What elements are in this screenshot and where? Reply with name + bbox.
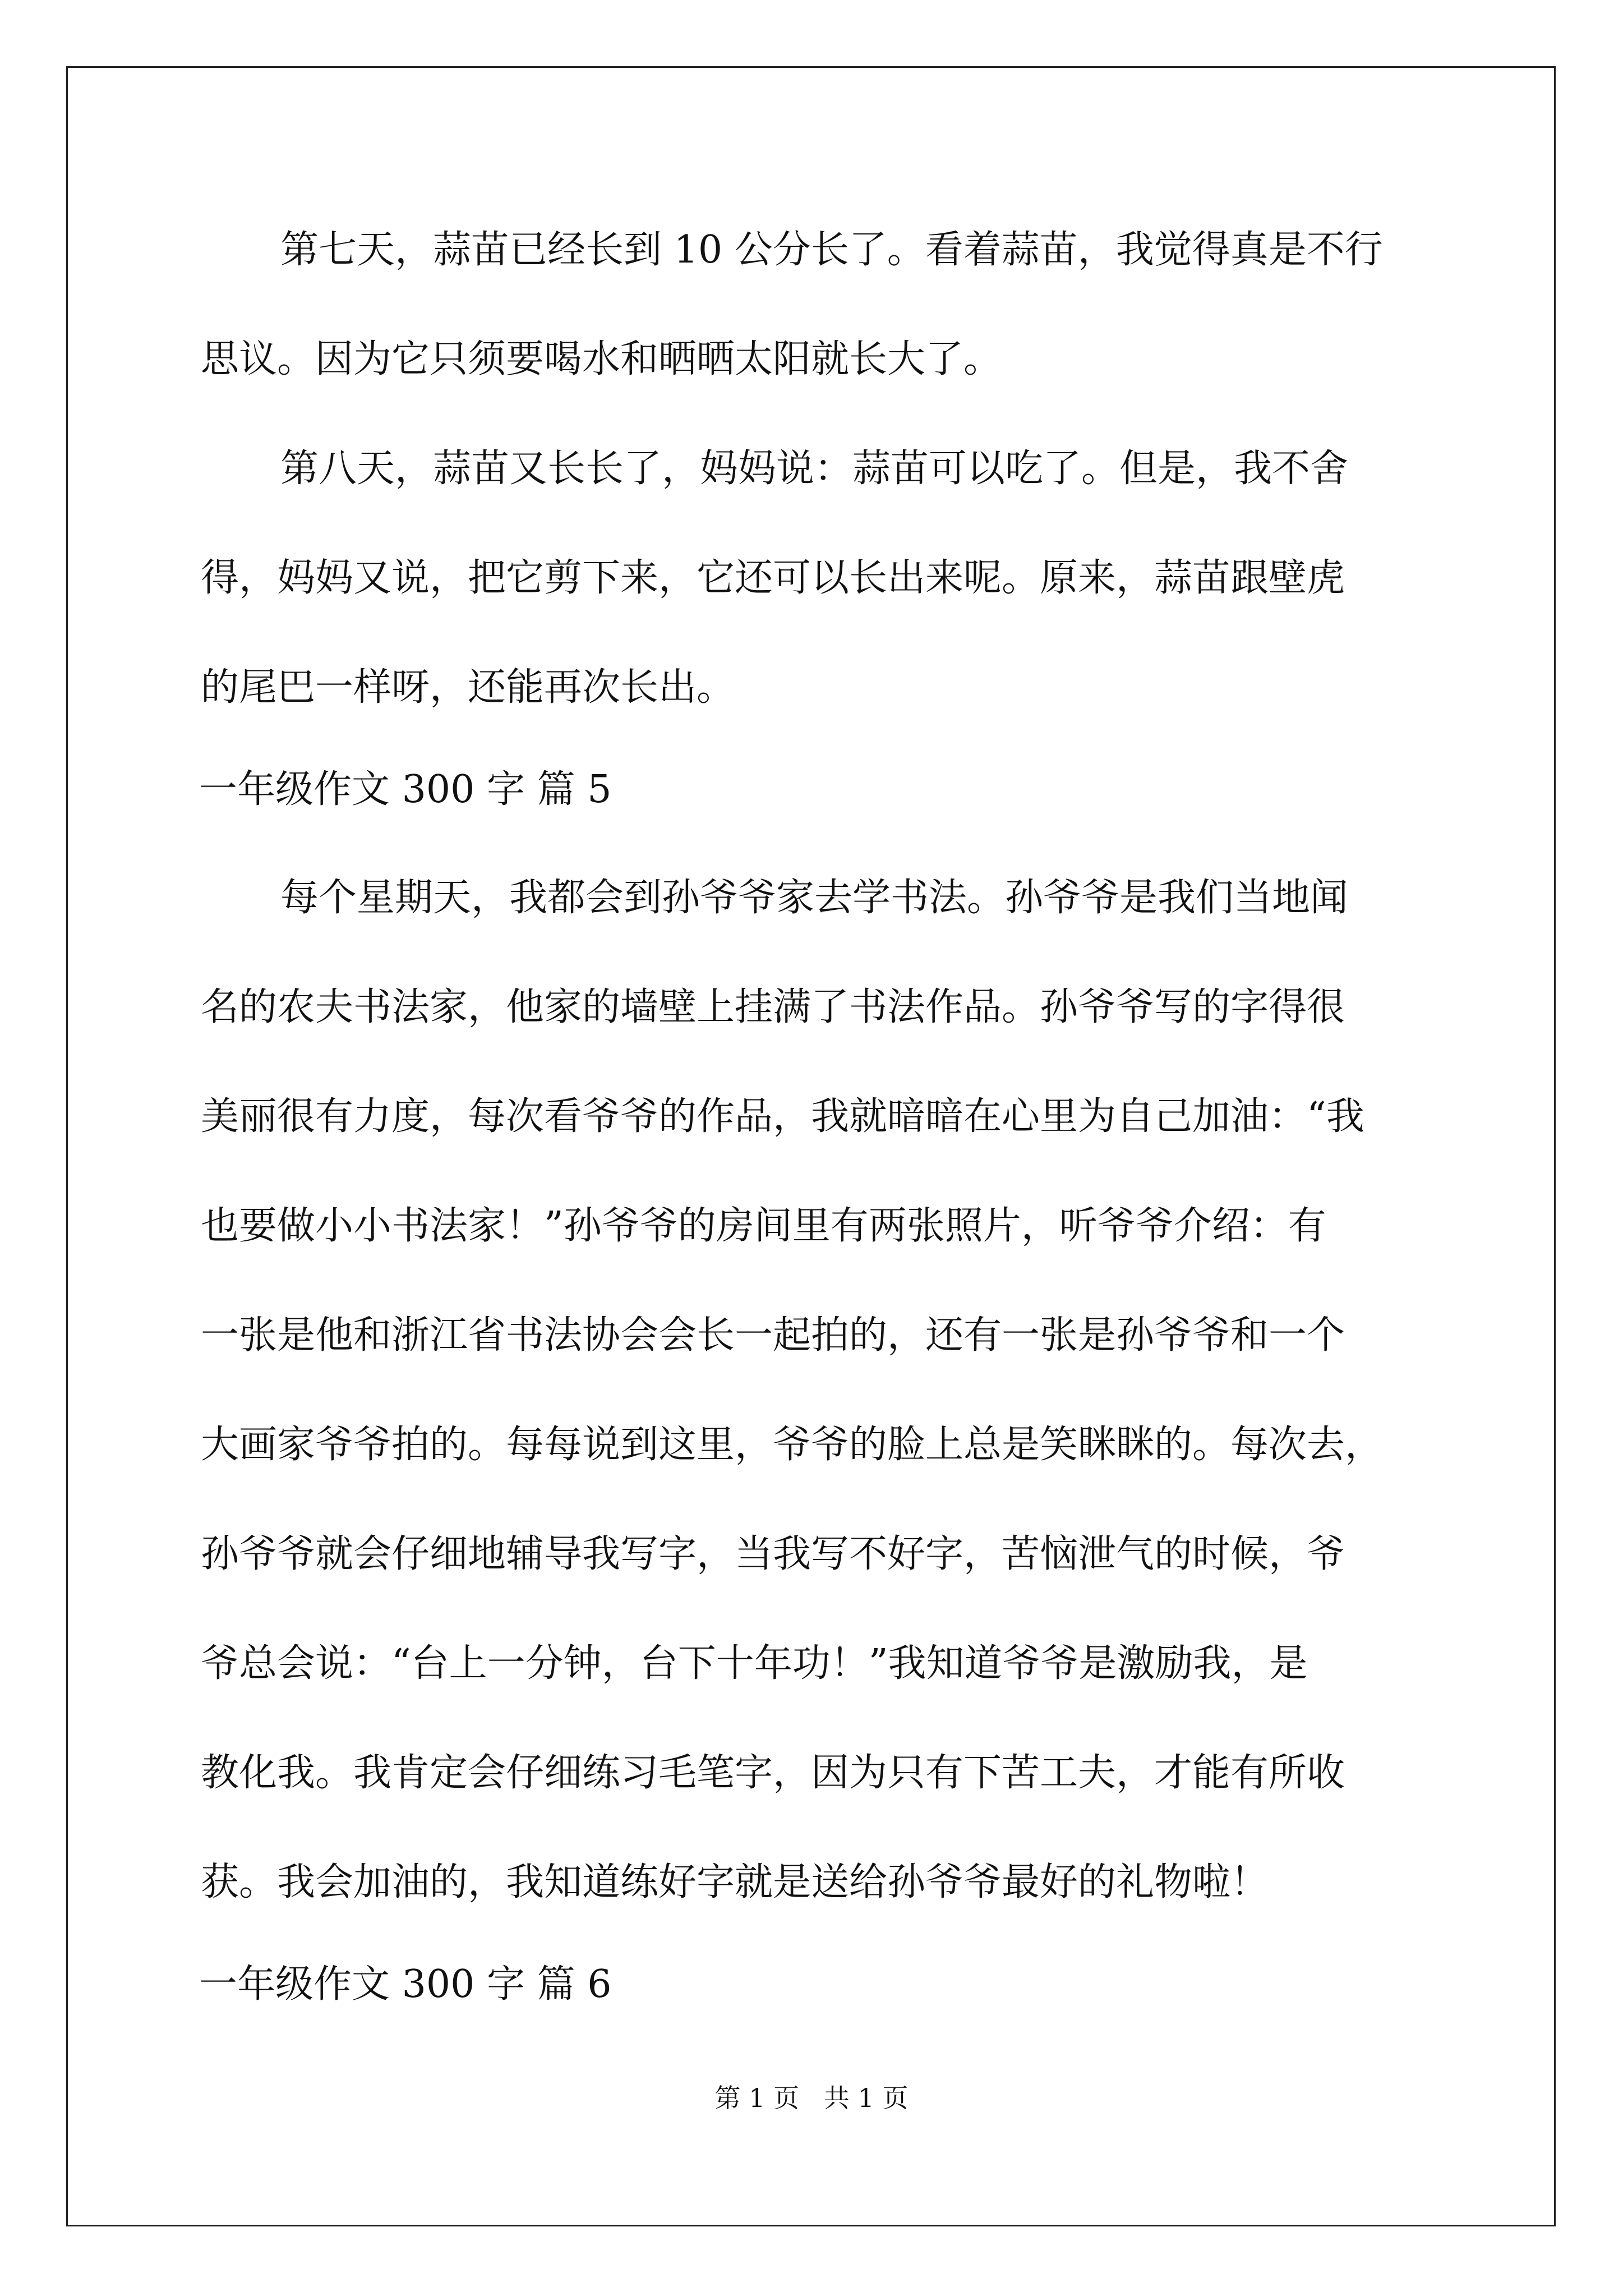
paragraph-day7-line-1: 第七天，蒜苗已经长到 10 公分长了。看着蒜苗，我觉得真是不行 xyxy=(280,228,1383,272)
paragraph-calligraphy-line-8: 爷总会说：“台上一分钟，台下十年功！”我知道爷爷是激励我，是 xyxy=(201,1641,1308,1686)
paragraph-calligraphy-line-4: 也要做小小书法家！”孙爷爷的房间里有两张照片，听爷爷介绍：有 xyxy=(201,1204,1326,1248)
paragraph-calligraphy-line-5: 一张是他和浙江省书法协会会长一起拍的，还有一张是孙爷爷和一个 xyxy=(201,1313,1345,1358)
paragraph-calligraphy-line-2: 名的农夫书法家，他家的墙壁上挂满了书法作品。孙爷爷写的字得很 xyxy=(201,985,1345,1029)
paragraph-calligraphy-line-3: 美丽很有力度，每次看爷爷的作品，我就暗暗在心里为自己加油：“我 xyxy=(201,1094,1364,1139)
paragraph-calligraphy-line-9: 教化我。我肯定会仔细练习毛笔字，因为只有下苦工夫，才能有所收 xyxy=(201,1751,1345,1795)
section-heading-6: 一年级作文 300 字 篇 6 xyxy=(199,1962,612,2007)
paragraph-day8-line-2: 得，妈妈又说，把它剪下来，它还可以长出来呢。原来，蒜苗跟壁虎 xyxy=(201,556,1345,600)
page-footer: 第 1 页 共 1 页 xyxy=(714,2083,909,2113)
paragraph-day8-line-1: 第八天，蒜苗又长长了，妈妈说：蒜苗可以吃了。但是，我不舍 xyxy=(280,447,1349,491)
section-heading-5: 一年级作文 300 字 篇 5 xyxy=(199,767,612,812)
paragraph-calligraphy-line-6: 大画家爷爷拍的。每每说到这里，爷爷的脸上总是笑眯眯的。每次去， xyxy=(201,1423,1384,1467)
paragraph-day7-line-2: 思议。因为它只须要喝水和晒晒太阳就长大了。 xyxy=(201,337,1002,381)
paragraph-calligraphy-line-7: 孙爷爷就会仔细地辅导我写字，当我写不好字，苦恼泄气的时候，爷 xyxy=(201,1532,1345,1576)
paragraph-calligraphy-line-1: 每个星期天，我都会到孙爷爷家去学书法。孙爷爷是我们当地闻 xyxy=(280,876,1349,920)
paragraph-day8-line-3: 的尾巴一样呀，还能再次长出。 xyxy=(201,665,735,710)
paragraph-calligraphy-line-10: 获。我会加油的，我知道练好字就是送给孙爷爷最好的礼物啦！ xyxy=(201,1860,1269,1904)
